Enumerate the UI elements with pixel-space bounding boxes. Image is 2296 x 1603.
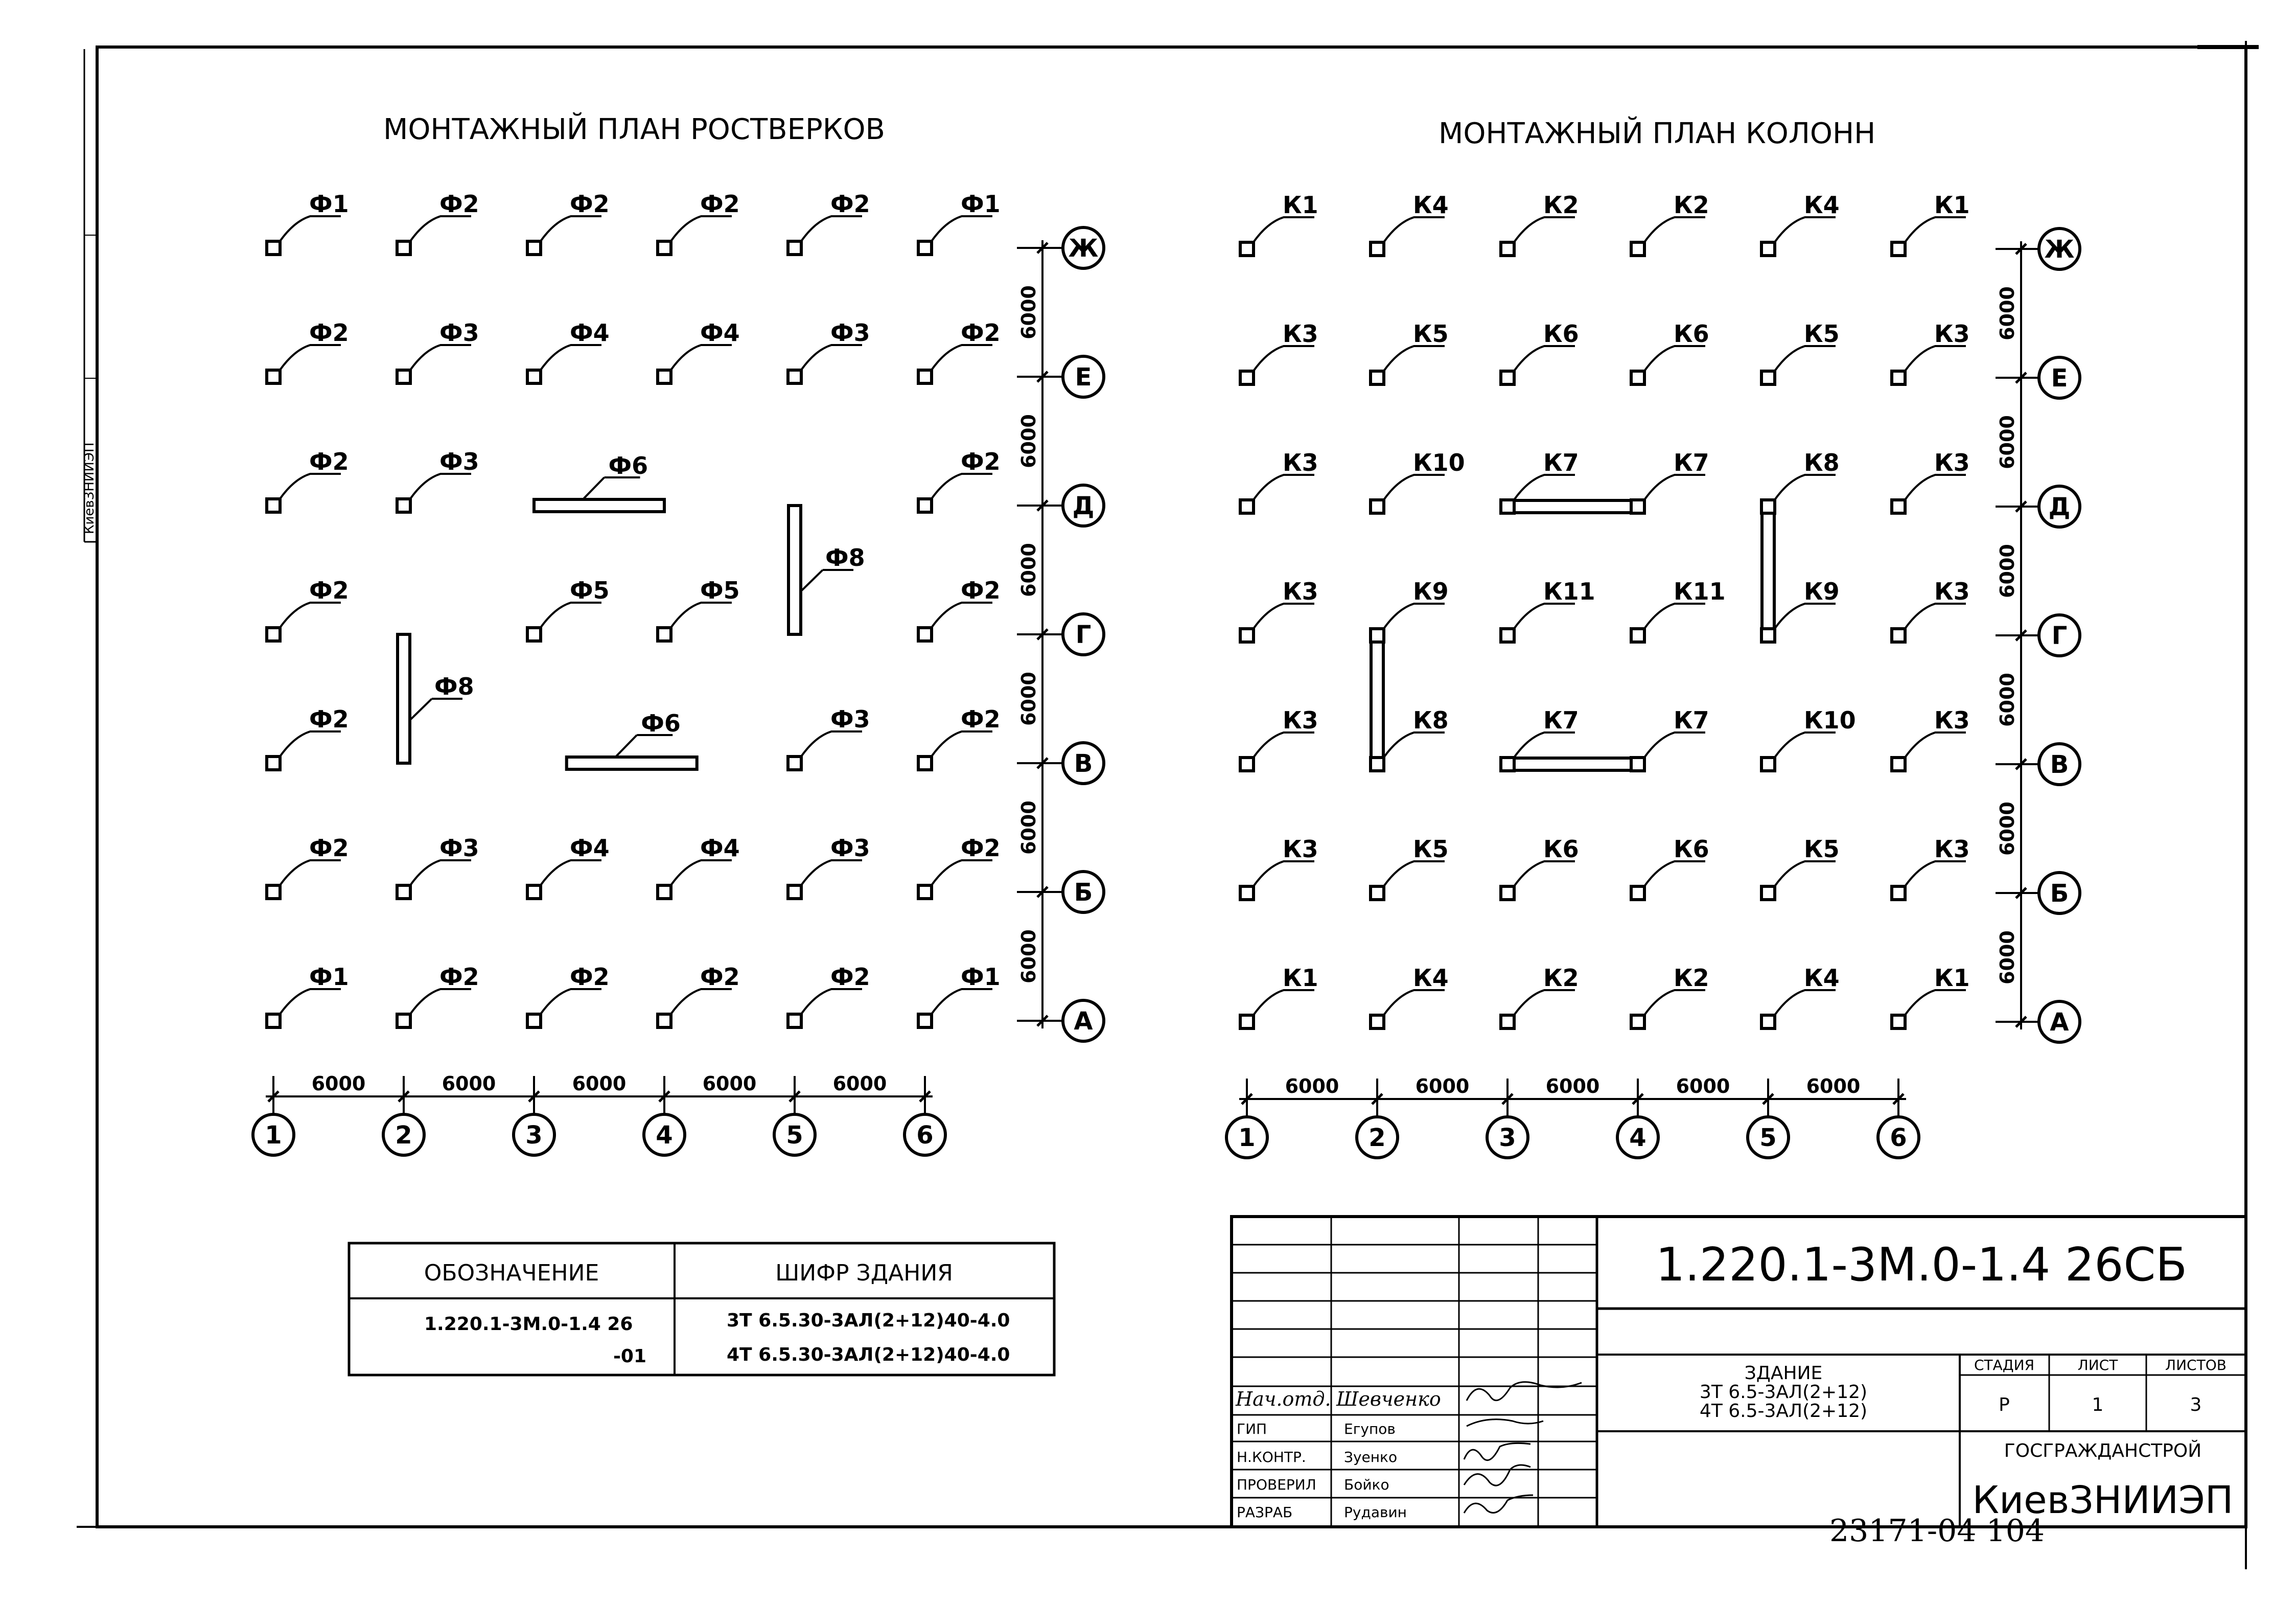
left-node: [918, 370, 932, 383]
left-beam-label: Ф6: [608, 452, 648, 479]
sheet-frame: [77, 41, 2259, 1569]
left-dim-value-y: 6000: [1017, 672, 1040, 726]
right-node: [1501, 629, 1514, 642]
right-node-label: К5: [1413, 320, 1449, 348]
left-node-label: Ф2: [961, 705, 1001, 733]
building-line-1: 3Т 6.5-3АЛ(2+12): [1699, 1382, 1868, 1403]
left-node: [788, 370, 801, 383]
title-block-text: [1235, 1238, 2233, 1522]
right-node-label: К8: [1804, 449, 1840, 476]
left-node: [267, 628, 280, 641]
right-axis-label-row: Д: [2048, 493, 2071, 521]
right-node-label: К7: [1543, 706, 1579, 734]
right-axis-label: 2: [1369, 1124, 1386, 1152]
left-node: [397, 885, 410, 899]
right-node: [1240, 371, 1254, 384]
table-designation-1: 1.220.1-3М.0-1.4 26: [424, 1314, 633, 1335]
left-node: [788, 241, 801, 255]
left-node-label: Ф2: [570, 963, 610, 991]
right-node-label: К11: [1543, 578, 1595, 605]
left-axis-label-row: Б: [1074, 878, 1093, 907]
designation-table: [349, 1243, 1054, 1375]
left-axis-label-row: В: [1074, 749, 1093, 778]
sheet-header: ЛИСТ: [2077, 1357, 2118, 1373]
right-node-label: К3: [1934, 835, 1970, 863]
side-stamp: [82, 49, 97, 542]
left-node: [267, 1014, 280, 1027]
right-node-label: К1: [1283, 191, 1318, 219]
right-node: [1761, 758, 1775, 771]
left-node: [658, 370, 671, 383]
right-node-label: К3: [1934, 449, 1970, 476]
left-node: [788, 1014, 801, 1027]
right-beam-1: [1508, 500, 1638, 513]
right-beam-3: [1371, 635, 1383, 764]
right-node: [1892, 371, 1905, 384]
name-1: Шевченко: [1336, 1388, 1441, 1410]
right-node-label: К7: [1543, 449, 1579, 476]
left-axis-label-row: Г: [1075, 621, 1092, 649]
right-node: [1501, 758, 1514, 771]
inventory-number: 23171-04 104: [1829, 1513, 2045, 1549]
right-node-label: К4: [1804, 191, 1840, 219]
right-node-label: К11: [1674, 578, 1726, 605]
right-node-label: К2: [1543, 191, 1579, 219]
left-node: [527, 241, 541, 255]
left-node-label: Ф2: [570, 190, 610, 218]
right-dim-value-y: 6000: [1996, 802, 2019, 856]
left-node-label: Ф2: [309, 319, 349, 347]
right-axis-label: 5: [1759, 1124, 1777, 1152]
right-node: [1371, 886, 1384, 900]
left-node: [527, 1014, 541, 1027]
table-code-2: 4Т 6.5.30-3АЛ(2+12)40-4.0: [727, 1344, 1010, 1365]
right-node: [1892, 1015, 1905, 1028]
right-node-label: К3: [1283, 706, 1318, 734]
right-node: [1761, 242, 1775, 256]
right-axis-label-row: В: [2050, 750, 2069, 779]
name-5: Рудавин: [1344, 1504, 1407, 1521]
left-axis-label-row: Ж: [1068, 234, 1099, 263]
left-node-label: Ф1: [961, 963, 1001, 991]
left-node-label: Ф3: [830, 705, 870, 733]
right-node-label: К2: [1674, 191, 1709, 219]
left-dim-value-y: 6000: [1017, 800, 1040, 855]
right-node: [1631, 758, 1644, 771]
right-axis-label-row: Г: [2051, 622, 2068, 650]
right-node: [1240, 1015, 1254, 1028]
left-node-label: Ф2: [700, 963, 740, 991]
right-node: [1631, 886, 1644, 900]
left-node-label: Ф2: [700, 190, 740, 218]
right-node: [1371, 758, 1384, 771]
left-beam-label: Ф8: [825, 544, 865, 571]
sheet-value: 1: [2092, 1394, 2104, 1415]
left-node: [267, 241, 280, 255]
left-node: [397, 241, 410, 255]
left-axis-label: 3: [525, 1121, 543, 1150]
left-node-label: Ф3: [439, 448, 479, 475]
left-node-label: Ф2: [309, 834, 349, 862]
right-node: [1501, 886, 1514, 900]
right-dim-value-y: 6000: [1996, 673, 2019, 727]
left-node: [918, 885, 932, 899]
left-beam-label: Ф6: [641, 709, 681, 737]
left-axis-label: 4: [656, 1121, 673, 1150]
right-node-label: К6: [1543, 320, 1579, 348]
left-node: [267, 499, 280, 512]
left-node-label: Ф5: [700, 577, 740, 604]
left-beam-2: [788, 506, 801, 634]
signatures: [1464, 1382, 1582, 1513]
right-node-label: К9: [1413, 578, 1449, 605]
left-dim-value-y: 6000: [1017, 929, 1040, 983]
right-dim-value-x: 6000: [1545, 1075, 1600, 1097]
sheets-header: ЛИСТОВ: [2165, 1357, 2227, 1373]
right-node-label: К1: [1934, 964, 1970, 992]
right-node: [1631, 1015, 1644, 1028]
right-node-label: К5: [1804, 835, 1840, 863]
right-node-label: К3: [1283, 578, 1318, 605]
left-node: [918, 757, 932, 770]
left-node-label: Ф3: [830, 834, 870, 862]
right-node: [1892, 886, 1905, 900]
left-node: [918, 499, 932, 512]
right-node: [1761, 371, 1775, 384]
right-node-label: К3: [1283, 320, 1318, 348]
left-node: [788, 885, 801, 899]
right-axis-label-row: А: [2050, 1008, 2069, 1037]
right-dim-value-x: 6000: [1415, 1075, 1470, 1097]
left-node-label: Ф1: [309, 963, 349, 991]
right-node: [1892, 629, 1905, 642]
name-2: Егупов: [1344, 1421, 1396, 1437]
right-node: [1371, 371, 1384, 384]
left-node-label: Ф2: [309, 577, 349, 604]
left-dim-value-y: 6000: [1017, 543, 1040, 597]
left-node-label: Ф1: [961, 190, 1001, 218]
right-node: [1240, 629, 1254, 642]
left-node: [658, 241, 671, 255]
left-node-label: Ф4: [700, 319, 740, 347]
left-axis-label-row: Е: [1075, 363, 1092, 392]
building-label: ЗДАНИЕ: [1744, 1363, 1823, 1384]
left-beam-1: [534, 499, 664, 512]
left-node: [788, 757, 801, 770]
right-node: [1371, 500, 1384, 513]
right-node: [1761, 886, 1775, 900]
sheets-value: 3: [2190, 1394, 2202, 1415]
left-node-label: Ф2: [961, 834, 1001, 862]
left-plan-title: МОНТАЖНЫЙ ПЛАН РОСТВЕРКОВ: [383, 113, 885, 146]
right-node: [1761, 629, 1775, 642]
right-node: [1631, 629, 1644, 642]
left-beam-3: [398, 634, 410, 763]
right-axis-label: 4: [1629, 1124, 1646, 1152]
right-node: [1371, 629, 1384, 642]
left-node-label: Ф3: [830, 319, 870, 347]
right-node-label: К5: [1413, 835, 1449, 863]
table-designation-2: -01: [613, 1346, 646, 1367]
right-node: [1892, 500, 1905, 513]
left-node-label: Ф3: [439, 319, 479, 347]
role-1: Нач.отд.: [1236, 1388, 1331, 1410]
right-node-label: К7: [1674, 706, 1709, 734]
right-node: [1761, 1015, 1775, 1028]
right-axis-label-row: Б: [2050, 879, 2069, 908]
left-beam-4: [567, 757, 697, 769]
left-axis-label: 6: [916, 1121, 934, 1150]
right-beam-4: [1508, 758, 1638, 770]
right-node-label: К4: [1413, 964, 1449, 992]
right-node-label: К2: [1543, 964, 1579, 992]
org-line-2: КиевЗНИИЭП: [1972, 1478, 2234, 1522]
left-node: [527, 628, 541, 641]
right-node-label: К7: [1674, 449, 1709, 476]
right-node-label: К1: [1283, 964, 1318, 992]
left-node-label: Ф1: [309, 190, 349, 218]
right-node-label: К3: [1934, 706, 1970, 734]
left-node-label: Ф4: [570, 319, 610, 347]
right-node: [1501, 1015, 1514, 1028]
left-node: [918, 1014, 932, 1027]
role-2: ГИП: [1237, 1421, 1267, 1437]
left-node: [397, 370, 410, 383]
left-dim-value-x: 6000: [702, 1072, 757, 1095]
left-dim-value-x: 6000: [442, 1072, 496, 1095]
right-beam-2: [1762, 507, 1774, 635]
right-node-label: К3: [1283, 835, 1318, 863]
left-node-label: Ф2: [439, 190, 479, 218]
left-node-label: Ф2: [830, 963, 870, 991]
left-beam-label: Ф8: [434, 673, 474, 700]
left-dim-value-x: 6000: [311, 1072, 366, 1095]
name-3: Зуенко: [1344, 1449, 1398, 1465]
right-dim-value-x: 6000: [1676, 1075, 1730, 1097]
left-node: [658, 628, 671, 641]
right-node: [1240, 500, 1254, 513]
name-4: Бойко: [1344, 1476, 1389, 1493]
role-3: Н.КОНТР.: [1237, 1449, 1306, 1465]
right-node-label: К4: [1413, 191, 1449, 219]
left-node-label: Ф2: [961, 448, 1001, 475]
right-node: [1761, 500, 1775, 513]
left-node: [267, 885, 280, 899]
role-4: ПРОВЕРИЛ: [1237, 1476, 1316, 1493]
right-node-label: К4: [1804, 964, 1840, 992]
right-node: [1892, 242, 1905, 256]
document-code: 1.220.1-3М.0-1.4 26СБ: [1655, 1238, 2188, 1292]
table-header-code: ШИФР ЗДАНИЯ: [775, 1260, 953, 1286]
left-node: [267, 370, 280, 383]
left-node-label: Ф2: [439, 963, 479, 991]
left-node-label: Ф5: [570, 577, 610, 604]
right-node: [1371, 1015, 1384, 1028]
right-axis-label-row: Е: [2051, 364, 2068, 393]
left-axis-label: 2: [395, 1121, 412, 1150]
right-plan: [1226, 191, 2080, 1158]
right-node: [1240, 242, 1254, 256]
left-axis-label: 5: [786, 1121, 803, 1150]
right-node-label: К3: [1283, 449, 1318, 476]
left-axis-label-row: Д: [1072, 492, 1095, 520]
right-node: [1501, 242, 1514, 256]
stage-header: СТАДИЯ: [1974, 1357, 2035, 1373]
right-node-label: К5: [1804, 320, 1840, 348]
right-axis-label: 3: [1499, 1124, 1516, 1152]
left-axis-label: 1: [265, 1121, 282, 1150]
left-dim-value-x: 6000: [572, 1072, 627, 1095]
left-node-label: Ф2: [309, 705, 349, 733]
left-node-label: Ф2: [961, 319, 1001, 347]
right-node: [1892, 758, 1905, 771]
left-axis-label-row: А: [1074, 1007, 1093, 1036]
right-dim-value-y: 6000: [1996, 286, 2019, 340]
left-dim-value-y: 6000: [1017, 414, 1040, 468]
right-dim-value-y: 6000: [1996, 930, 2019, 984]
left-node-label: Ф3: [439, 834, 479, 862]
left-dim-value-y: 6000: [1017, 285, 1040, 339]
left-node: [658, 1014, 671, 1027]
side-stamp-text: КиевЗНИИЭП: [82, 442, 97, 534]
right-node-label: К9: [1804, 578, 1840, 605]
left-node-label: Ф2: [830, 190, 870, 218]
left-node-label: Ф2: [309, 448, 349, 475]
left-node: [397, 499, 410, 512]
right-node: [1501, 500, 1514, 513]
right-node-label: К6: [1674, 320, 1709, 348]
left-node-label: Ф4: [700, 834, 740, 862]
right-node-label: К1: [1934, 191, 1970, 219]
right-node: [1631, 371, 1644, 384]
right-node: [1240, 886, 1254, 900]
right-dim-value-y: 6000: [1996, 544, 2019, 598]
left-plan: [253, 190, 1104, 1155]
role-5: РАЗРАБ: [1237, 1504, 1293, 1521]
right-node-label: К2: [1674, 964, 1709, 992]
right-node-label: К10: [1413, 449, 1465, 476]
right-node-label: К8: [1413, 706, 1449, 734]
left-node-label: Ф4: [570, 834, 610, 862]
left-node: [658, 885, 671, 899]
right-axis-label: 1: [1238, 1124, 1256, 1152]
left-node: [527, 885, 541, 899]
left-node: [918, 241, 932, 255]
right-node: [1371, 242, 1384, 256]
org-line-1: ГОСГРАЖДАНСТРОЙ: [2004, 1440, 2202, 1461]
right-node: [1631, 500, 1644, 513]
stage-value: Р: [1999, 1394, 2010, 1415]
right-node-label: К3: [1934, 578, 1970, 605]
right-node: [1240, 758, 1254, 771]
building-line-2: 4Т 6.5-3АЛ(2+12): [1699, 1401, 1868, 1422]
right-node: [1631, 242, 1644, 256]
left-node: [397, 1014, 410, 1027]
left-node: [918, 628, 932, 641]
right-node-label: К6: [1543, 835, 1579, 863]
right-node-label: К6: [1674, 835, 1709, 863]
table-code-1: 3Т 6.5.30-3АЛ(2+12)40-4.0: [727, 1310, 1010, 1331]
right-dim-value-x: 6000: [1285, 1075, 1339, 1097]
left-node: [527, 370, 541, 383]
left-node-label: Ф2: [961, 577, 1001, 604]
right-node: [1501, 371, 1514, 384]
right-node-label: К3: [1934, 320, 1970, 348]
left-node: [267, 757, 280, 770]
table-header-designation: ОБОЗНАЧЕНИЕ: [424, 1260, 599, 1286]
right-dim-value-y: 6000: [1996, 415, 2019, 469]
right-node-label: К10: [1804, 706, 1856, 734]
right-plan-title: МОНТАЖНЫЙ ПЛАН КОЛОНН: [1439, 117, 1876, 150]
right-axis-label-row: Ж: [2044, 235, 2075, 264]
left-dim-value-x: 6000: [832, 1072, 887, 1095]
right-dim-value-x: 6000: [1806, 1075, 1861, 1097]
right-axis-label: 6: [1890, 1124, 1907, 1152]
